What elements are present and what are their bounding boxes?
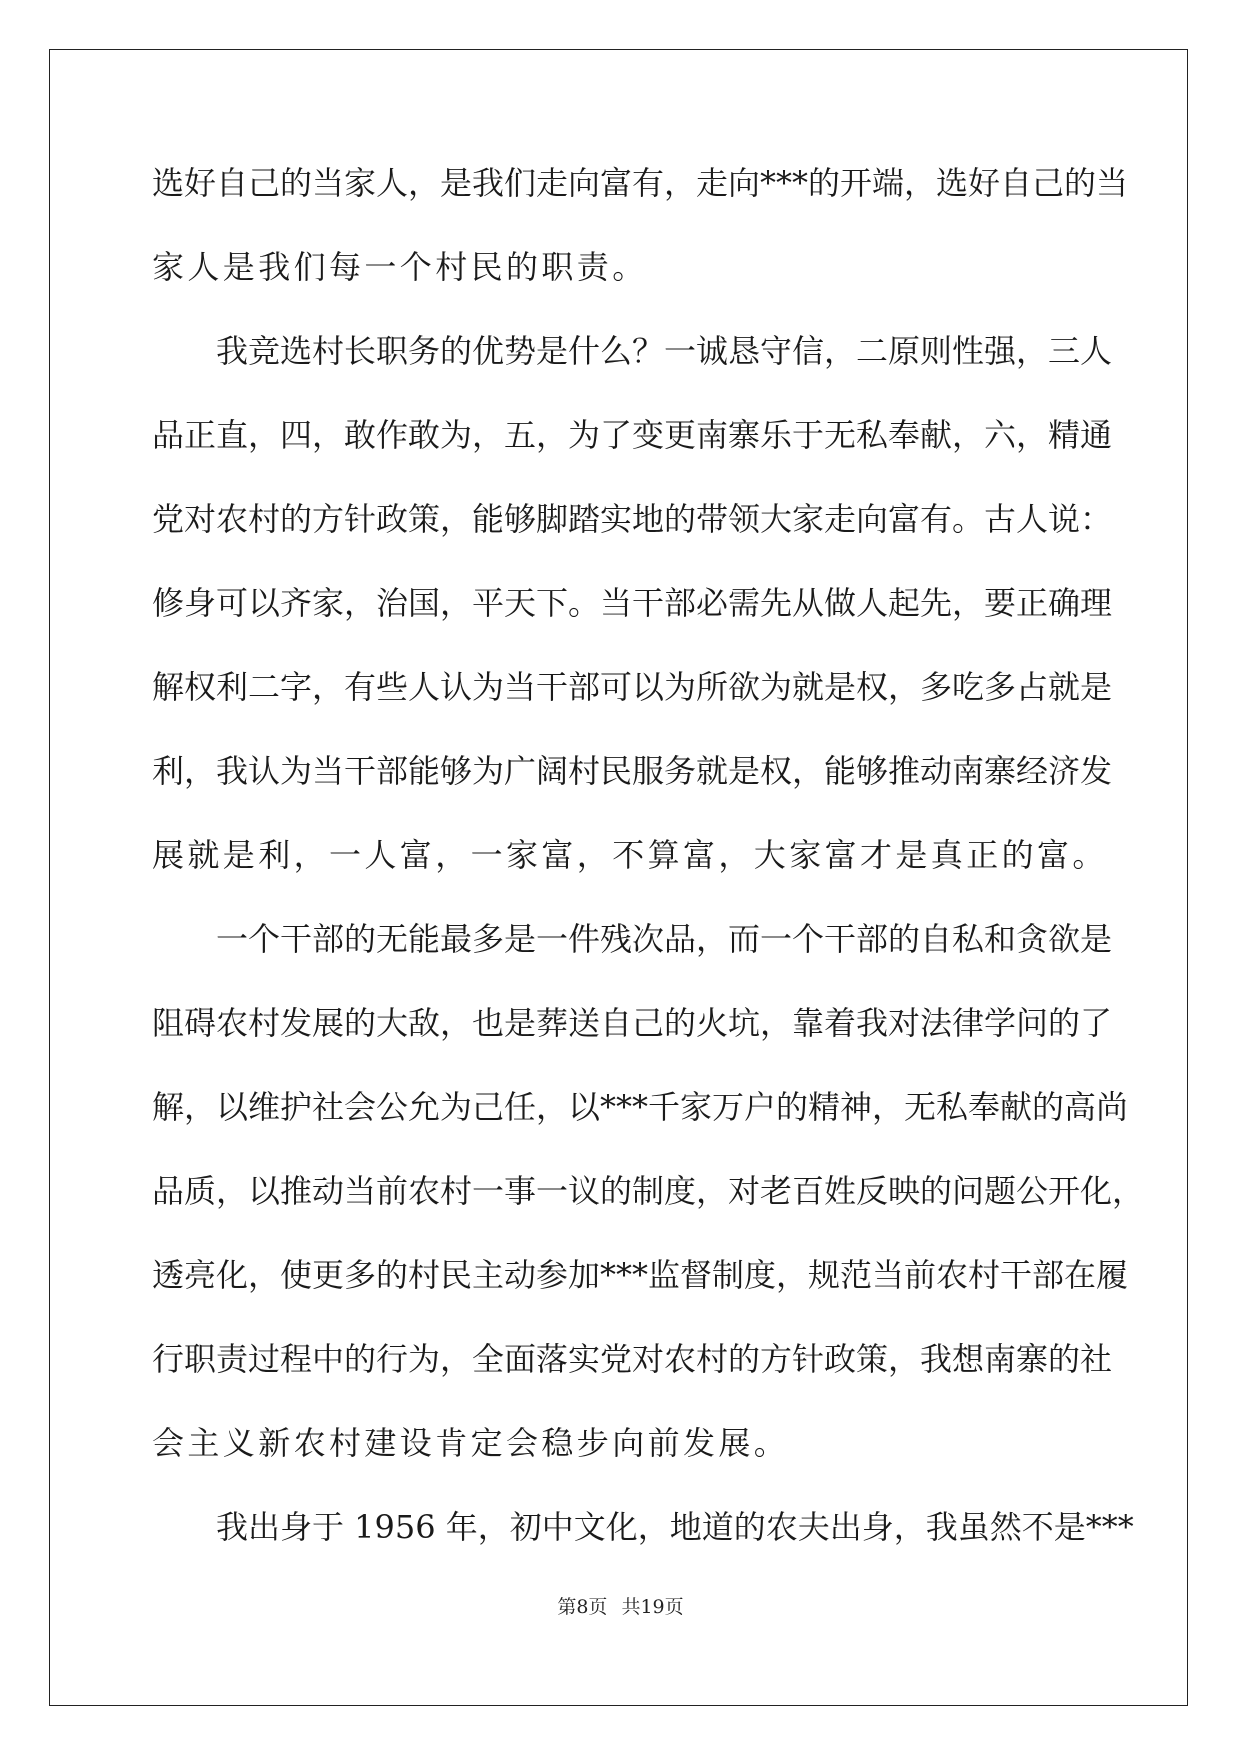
text-line: 一个干部的无能最多是一件残次品，而一个干部的自私和贪欲是: [216, 920, 1113, 958]
text-line: 解，以维护社会公允为己任，以***千家万户的精神，无私奉献的高尚: [152, 1088, 1129, 1126]
text-line: 家人是我们每一个村民的职责。: [152, 248, 648, 286]
text-line: 选好自己的当家人，是我们走向富有，走向***的开端，选好自己的当: [152, 164, 1129, 202]
text-line: 透亮化，使更多的村民主动参加***监督制度，规范当前农村干部在履: [152, 1256, 1129, 1294]
text-line: 展就是利，一人富，一家富，不算富，大家富才是真正的富。: [152, 836, 1108, 874]
text-line: 利，我认为当干部能够为广阔村民服务就是权，能够推动南寨经济发: [152, 752, 1113, 790]
text-line: 我出身于 1956 年，初中文化，地道的农夫出身，我虽然不是***: [216, 1508, 1134, 1546]
text-line: 我竞选村长职务的优势是什么？一诚恳守信，二原则性强，三人: [216, 332, 1113, 370]
page-footer: [0, 1592, 1241, 1619]
text-line: 解权利二字，有些人认为当干部可以为所欲为就是权，多吃多占就是: [152, 668, 1113, 706]
page-number: 第8页: [557, 1596, 608, 1618]
text-line: 阻碍农村发展的大敌，也是葬送自己的火坑，靠着我对法律学问的了: [152, 1004, 1113, 1042]
text-line: 品质，以推动当前农村一事一议的制度，对老百姓反映的问题公开化，: [152, 1172, 1145, 1210]
text-line: 行职责过程中的行为，全面落实党对农村的方针政策，我想南寨的社: [152, 1340, 1113, 1378]
document-body: [152, 158, 1145, 1586]
text-line: 党对农村的方针政策，能够脚踏实地的带领大家走向富有。古人说：: [152, 500, 1113, 538]
text-line: 品正直，四，敢作敢为，五，为了变更南寨乐于无私奉献，六，精通: [152, 416, 1113, 454]
text-line: 会主义新农村建设肯定会稳步向前发展。: [152, 1424, 790, 1462]
page-total: 共19页: [621, 1596, 684, 1618]
text-line: 修身可以齐家，治国，平天下。当干部必需先从做人起先，要正确理: [152, 584, 1113, 622]
